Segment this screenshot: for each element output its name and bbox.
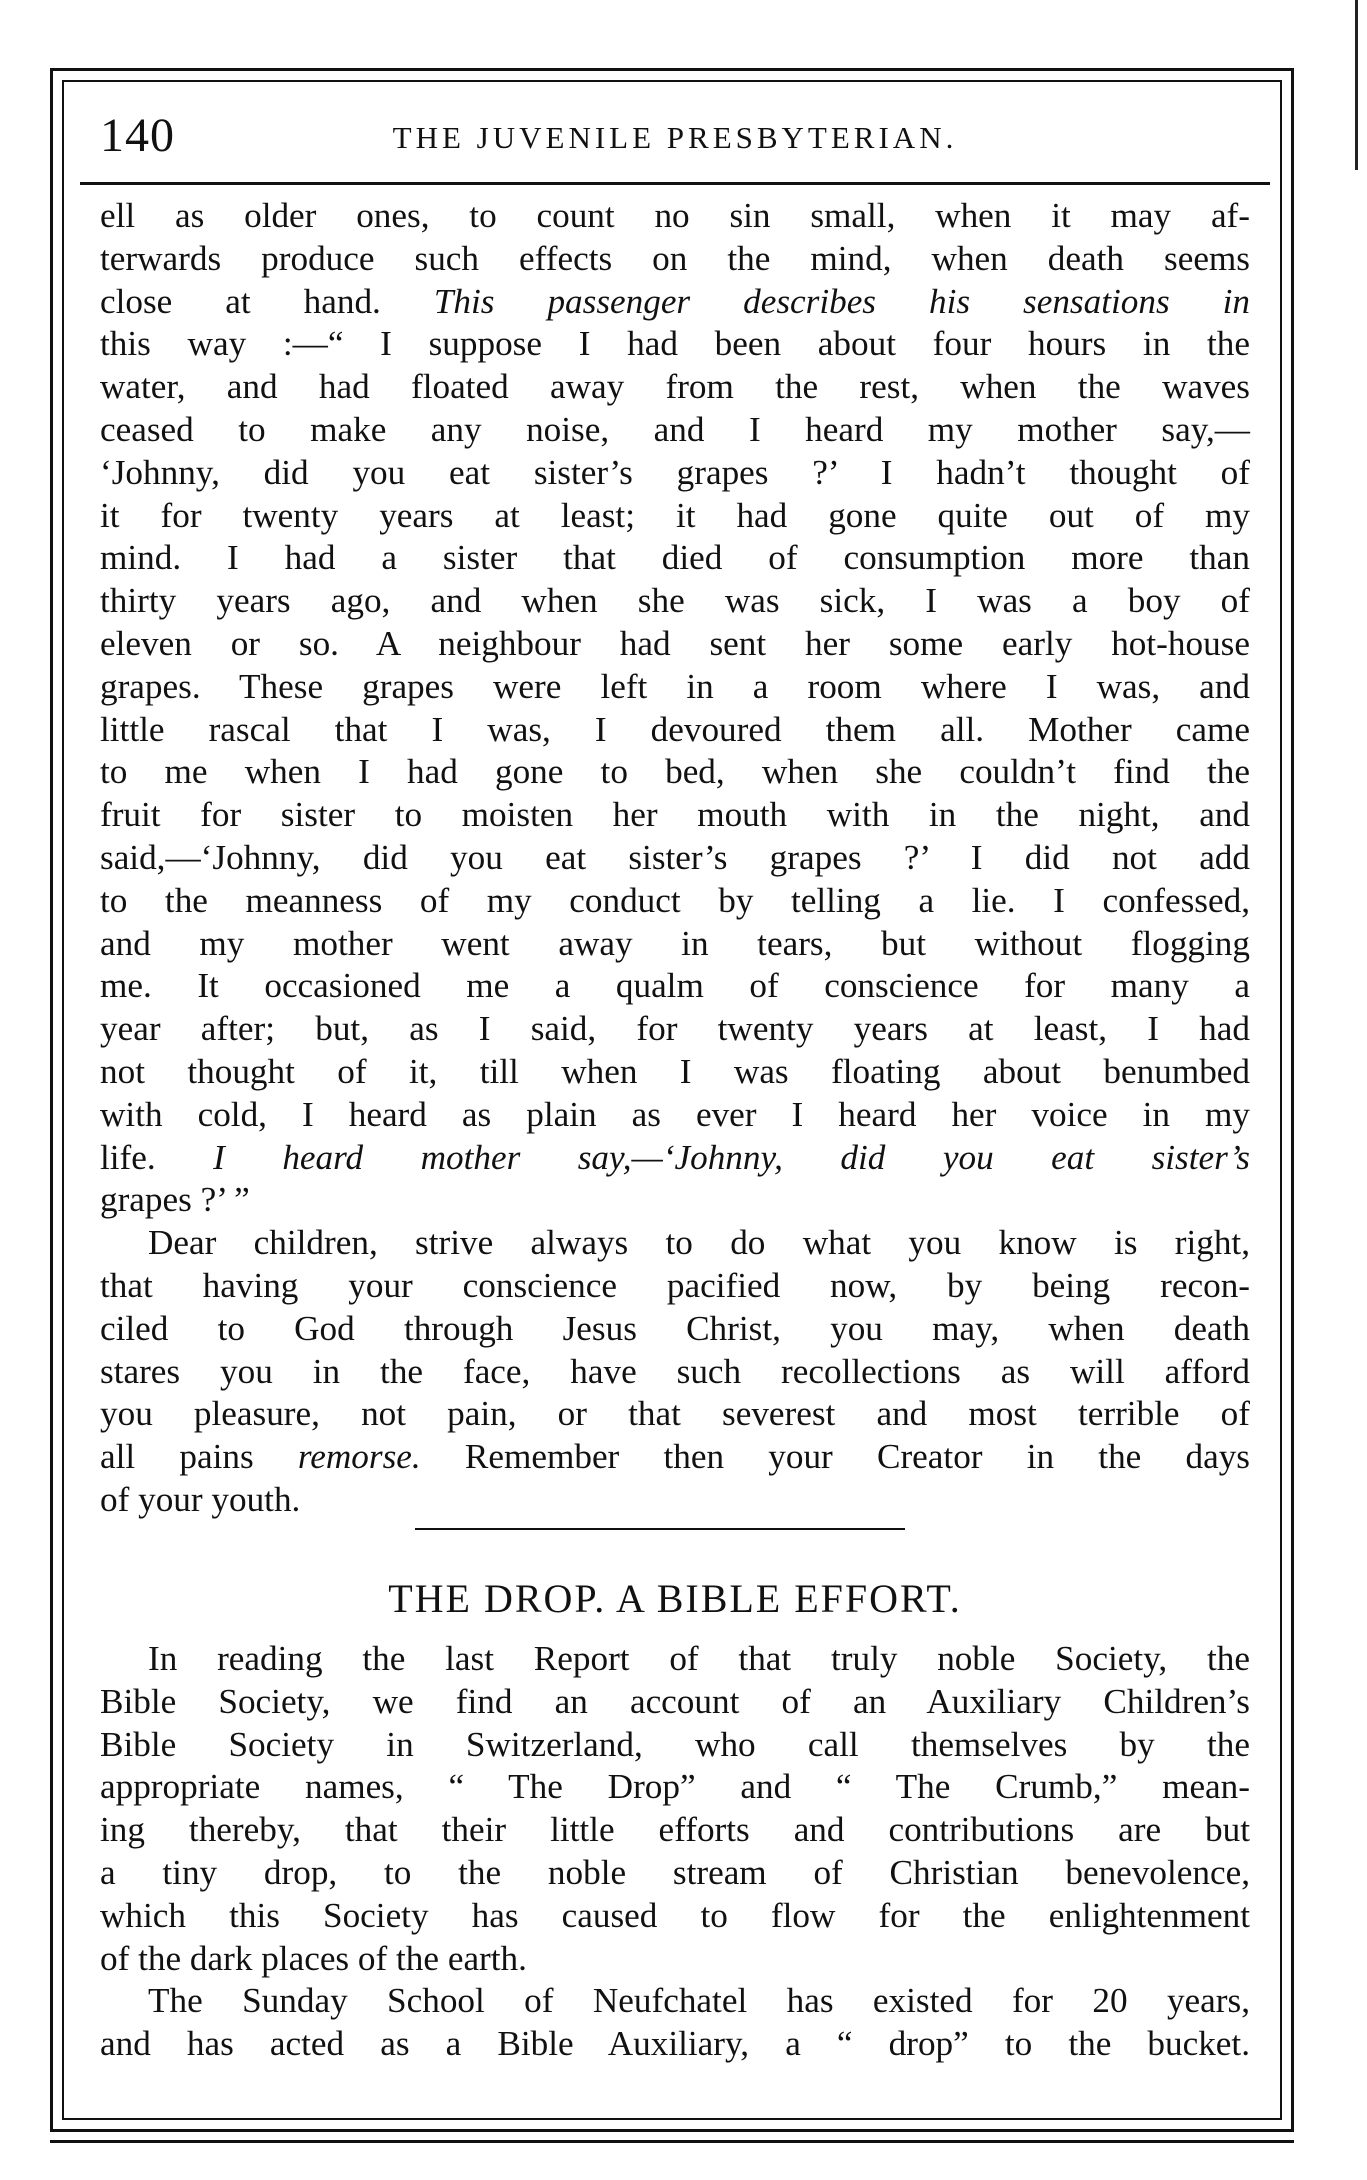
article-body-2 <box>100 1638 1250 2066</box>
text-run: all pains <box>100 1437 298 1477</box>
text-line: of the dark places of the earth. <box>100 1938 527 1978</box>
text-line: with cold, I heard as plain as ever I heard her voice in my <box>100 1094 1250 1134</box>
text-line: Bible Society in Switzerland, who call themselves by the <box>100 1724 1250 1764</box>
text-run: Remember then your Creator in the days <box>420 1437 1250 1477</box>
text-line <box>100 1137 1250 1180</box>
text-line <box>100 281 1250 324</box>
section-divider <box>415 1528 905 1530</box>
text-line: ciled to God through Jesus Christ, you may, when death <box>100 1308 1250 1348</box>
text-line: fruit for sister to moisten her mouth with in the night, and <box>100 795 1250 835</box>
text-line: stares you in the face, have such recollections as will afford <box>100 1351 1250 1391</box>
text-run: life. <box>100 1137 214 1177</box>
text-line: to me when I had gone to bed, when she couldn’t find the <box>100 752 1250 792</box>
running-title: THE JUVENILE PRESBYTERIAN. <box>392 120 958 155</box>
text-line: which this Society has caused to flow for the enlightenment <box>100 1895 1250 1935</box>
page-border-bottom <box>50 2140 1294 2143</box>
page-number: 140 <box>100 109 175 162</box>
text-line: and my mother went away in tears, but without flogging <box>100 923 1250 963</box>
text-line: Bible Society, we find an account of an Auxiliary Children’s <box>100 1681 1250 1721</box>
text-line: ‘Johnny, did you eat sister’s grapes ?’ I hadn’t thought of <box>100 452 1250 492</box>
text-line: ing thereby, that their little efforts and contributions are but <box>100 1810 1250 1850</box>
text-line: year after; but, as I said, for twenty years at least, I had <box>100 1009 1250 1049</box>
text-line: little rascal that I was, I devoured them all. Mother came <box>100 709 1250 749</box>
text-line: water, and had floated away from the rest, when the waves <box>100 367 1250 407</box>
text-line: this way :—“ I suppose I had been about four hours in the <box>100 324 1250 364</box>
text-line: terwards produce such effects on the mind, when death seems <box>100 238 1250 278</box>
text-line: it for twenty years at least; it had gone quite out of my <box>100 495 1250 535</box>
italic-run: This passenger describes his sensations in <box>433 281 1250 321</box>
article-title: THE DROP. A BIBLE EFFORT. <box>388 1576 962 1621</box>
text-line: of your youth. <box>100 1479 301 1519</box>
text-line: me. It occasioned me a qualm of conscience for many a <box>100 966 1250 1006</box>
page-header <box>100 108 1250 168</box>
text-line: not thought of it, till when I was floating about benumbed <box>100 1051 1250 1091</box>
text-line: thirty years ago, and when she was sick, I was a boy of <box>100 581 1250 621</box>
text-line: Dear children, strive always to do what you know is right, <box>148 1223 1250 1263</box>
text-line: and has acted as a Bible Auxiliary, a “ drop” to the bucket. <box>100 2024 1250 2064</box>
text-line: to the meanness of my conduct by telling a lie. I confessed, <box>100 880 1250 920</box>
text-line <box>100 1436 1250 1479</box>
text-line: eleven or so. A neighbour had sent her some early hot-house <box>100 623 1250 663</box>
text-line: you pleasure, not pain, or that severest and most terrible of <box>100 1394 1250 1434</box>
article-body <box>100 195 1250 1522</box>
text-line: appropriate names, “ The Drop” and “ The Crumb,” mean- <box>100 1767 1250 1807</box>
italic-run: I heard mother say,—‘Johnny, did you eat sister’s <box>213 1137 1251 1177</box>
text-line: The Sunday School of Neufchatel has existed for 20 years, <box>148 1981 1250 2021</box>
header-rule <box>80 182 1270 185</box>
margin-rule <box>1355 0 1358 170</box>
text-line: grapes. These grapes were left in a room where I was, and <box>100 666 1250 706</box>
text-line: grapes ?’ ” <box>100 1180 250 1220</box>
text-line: ell as older ones, to count no sin small, when it may af- <box>100 196 1250 235</box>
text-line: a tiny drop, to the noble stream of Christian benevolence, <box>100 1852 1250 1892</box>
text-line: said,—‘Johnny, did you eat sister’s grapes ?’ I did not add <box>100 837 1250 877</box>
text-line: that having your conscience pacified now, by being recon- <box>100 1265 1250 1305</box>
text-line: In reading the last Report of that truly noble Society, the <box>148 1639 1250 1678</box>
italic-run: remorse. <box>297 1437 421 1477</box>
text-line: mind. I had a sister that died of consumption more than <box>100 538 1250 578</box>
text-line: ceased to make any noise, and I heard my mother say,— <box>100 409 1250 449</box>
text-run: close at hand. <box>100 281 434 321</box>
